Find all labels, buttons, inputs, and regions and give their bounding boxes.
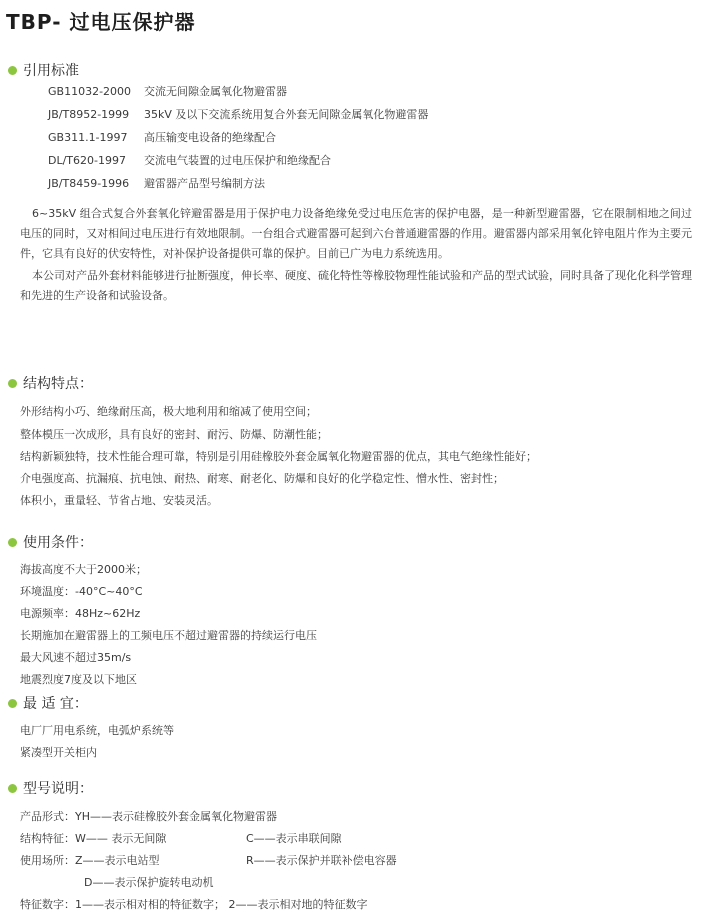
standard-item [48, 154, 331, 168]
suitable-item: 电厂厂用电系统，电弧炉系统等 [20, 724, 174, 737]
standard-item [48, 108, 428, 122]
condition-item: 电源频率：48Hz~62Hz [20, 607, 141, 620]
model-row: D——表示保护旋转电动机 [84, 876, 214, 889]
page-title: TBP- 过电压保护器 [6, 10, 196, 34]
bullet-icon [8, 699, 17, 708]
section-heading-model [8, 778, 93, 798]
section-heading-standards [8, 60, 79, 80]
model-row-right: R——表示保护并联补偿电容器 [246, 854, 397, 867]
structure-item: 外形结构小巧、绝缘耐压高，极大地利用和缩减了使用空间； [20, 405, 317, 418]
condition-item: 长期施加在避雷器上的工频电压不超过避雷器的持续运行电压 [20, 629, 317, 642]
section-heading-suitable [8, 693, 88, 713]
standard-code: JB/T8459-1996 [48, 177, 130, 190]
standard-code: GB311.1-1997 [48, 131, 128, 144]
standard-item [48, 85, 287, 99]
standard-item [48, 177, 265, 191]
model-row-right: C——表示串联间隙 [246, 832, 342, 845]
standard-item [48, 131, 276, 145]
bullet-icon [8, 784, 17, 793]
standard-code: DL/T620-1997 [48, 154, 126, 167]
section-heading-structure [8, 373, 93, 393]
standard-desc: 交流无间隙金属氧化物避雷器 [144, 85, 287, 98]
condition-item: 地震烈度7度及以下地区 [20, 673, 137, 686]
standard-desc: 避雷器产品型号编制方法 [144, 177, 265, 190]
structure-item: 体积小，重量轻、节省占地、安装灵活。 [20, 494, 218, 507]
section-heading-label: 结构特点： [23, 376, 93, 392]
structure-item: 整体模压一次成形，具有良好的密封、耐污、防爆、防潮性能； [20, 428, 328, 441]
condition-item: 环境温度：-40°C~40°C [20, 585, 143, 598]
model-row: 特征数字：1——表示相对相的特征数字； 2——表示相对地的特征数字 [20, 898, 368, 911]
model-row: 产品形式：YH——表示硅橡胶外套金属氧化物避雷器 [20, 810, 277, 823]
bullet-icon [8, 538, 17, 547]
section-heading-conditions [8, 532, 93, 552]
structure-item: 结构新颖独特，技术性能合理可靠，特别是引用硅橡胶外套金属氧化物避雷器的优点，其电气绝缘性能好； [20, 450, 537, 463]
model-row-left: 结构特征：W—— 表示无间隙 [20, 832, 167, 845]
structure-item: 介电强度高、抗漏痕、抗电蚀、耐热、耐寒、耐老化、防爆和良好的化学稳定性、憎水性、密封性； [20, 472, 504, 485]
bullet-icon [8, 66, 17, 75]
model-row-left: 使用场所：Z——表示电站型 [20, 854, 160, 867]
company-paragraph: 本公司对产品外套材料能够进行扯断强度，伸长率、硬度、硫化特性等橡胶物理性能试验和产品的型式试验，同时具备了现化化科学管理和先进的生产设备和试验设备。 [20, 269, 692, 302]
section-heading-label: 型号说明： [23, 781, 93, 797]
standard-desc: 高压输变电设备的绝缘配合 [144, 131, 276, 144]
standard-code: GB11032-2000 [48, 85, 132, 98]
section-heading-label: 最 适 宜： [23, 696, 88, 712]
condition-item: 海拔高度不大于2000米； [20, 563, 147, 576]
section-heading-label: 使用条件： [23, 535, 93, 551]
intro-paragraph: 6~35kV 组合式复合外套氧化锌避雷器是用于保护电力设备绝缘免受过电压危害的保护电器，是一种新型避雷器，它在限制相地之间过电压的同时，又对相间过电压进行有效地限制。一台组合式避雷器可起到六台普通避雷器的作用。避雷器内部采用氧化锌电阻片作为主要元件，它具有良好的伏安特性，对补保护设备提供可靠的保护。目前已广为电力系统选用。 [20, 207, 692, 260]
suitable-item: 紧凑型开关柜内 [20, 746, 97, 759]
standard-desc: 交流电气装置的过电压保护和绝缘配合 [144, 154, 331, 167]
standard-code: JB/T8952-1999 [48, 108, 130, 121]
bullet-icon [8, 379, 17, 388]
condition-item: 最大风速不超过35m/s [20, 651, 132, 664]
section-heading-label: 引用标准 [23, 63, 79, 79]
standard-desc: 35kV 及以下交流系统用复合外套无间隙金属氧化物避雷器 [144, 108, 429, 121]
